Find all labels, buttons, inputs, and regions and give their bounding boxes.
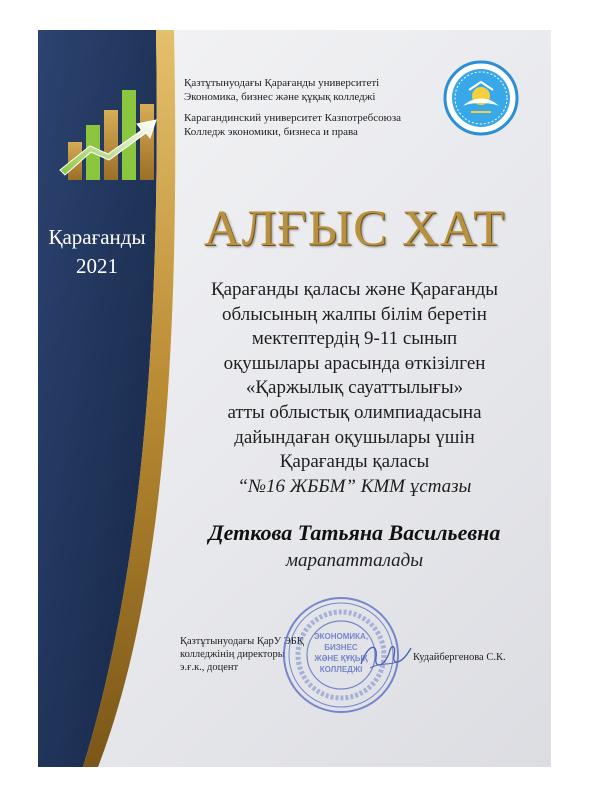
body-line: “№16 ЖББМ” КММ ұстазы xyxy=(237,475,472,497)
certificate-title: АЛҒЫС ХАТ xyxy=(203,201,506,257)
stamp-text: БИЗНЕС xyxy=(324,643,358,652)
body-line: атты облыстық олимпиадасына xyxy=(227,401,482,423)
college-name-kz: Экономика, бизнес және құқық колледжі xyxy=(184,90,376,103)
stamp-text: ЖӘНЕ ҚҰҚЫҚ xyxy=(314,654,368,663)
stamp-text: КОЛЛЕДЖІ xyxy=(319,665,363,674)
city-label: Қарағанды xyxy=(48,225,146,249)
body-line: оқушылары арасында өткізілген xyxy=(223,352,486,374)
institution-name-kz: Қазтұтынуодағы Қарағанды университеті xyxy=(184,77,380,89)
city-year-block xyxy=(38,223,156,281)
body-line: Қарағанды қаласы xyxy=(279,451,430,473)
body-line: мектептердің 9-11 сынып xyxy=(251,328,458,350)
body-line: дайындаған оқушылары үшін xyxy=(234,426,475,448)
signature-icon xyxy=(356,636,416,676)
certificate-body xyxy=(158,278,551,499)
institution-name-ru: Карагандинский университет Казпотребсоюза xyxy=(184,112,402,124)
certificate xyxy=(38,30,551,767)
recipient-name: Деткова Татьяна Васильевна xyxy=(208,520,501,545)
stamp-text: ЭКОНОМИКА, xyxy=(313,632,369,641)
body-line: Қарағанды қаласы және Қарағанды xyxy=(210,279,499,300)
award-text: марапатталады xyxy=(285,550,424,571)
signer-name: Кудайбергенова С.К. xyxy=(413,652,506,663)
body-line: облысының жалпы білім беретін xyxy=(222,303,487,325)
director-line: колледжінің директоры xyxy=(180,649,285,660)
year-label: 2021 xyxy=(76,254,118,278)
institution-header xyxy=(184,77,444,139)
college-emblem-icon xyxy=(443,60,519,136)
body-line: «Қаржылық сауаттылығы» xyxy=(245,377,464,399)
director-line: Қазтұтынуодағы ҚарУ ЭБҚ xyxy=(180,636,304,647)
director-line: э.ғ.к., доцент xyxy=(180,662,239,673)
college-name-ru: Колледж экономики, бизнеса и права xyxy=(184,125,358,138)
